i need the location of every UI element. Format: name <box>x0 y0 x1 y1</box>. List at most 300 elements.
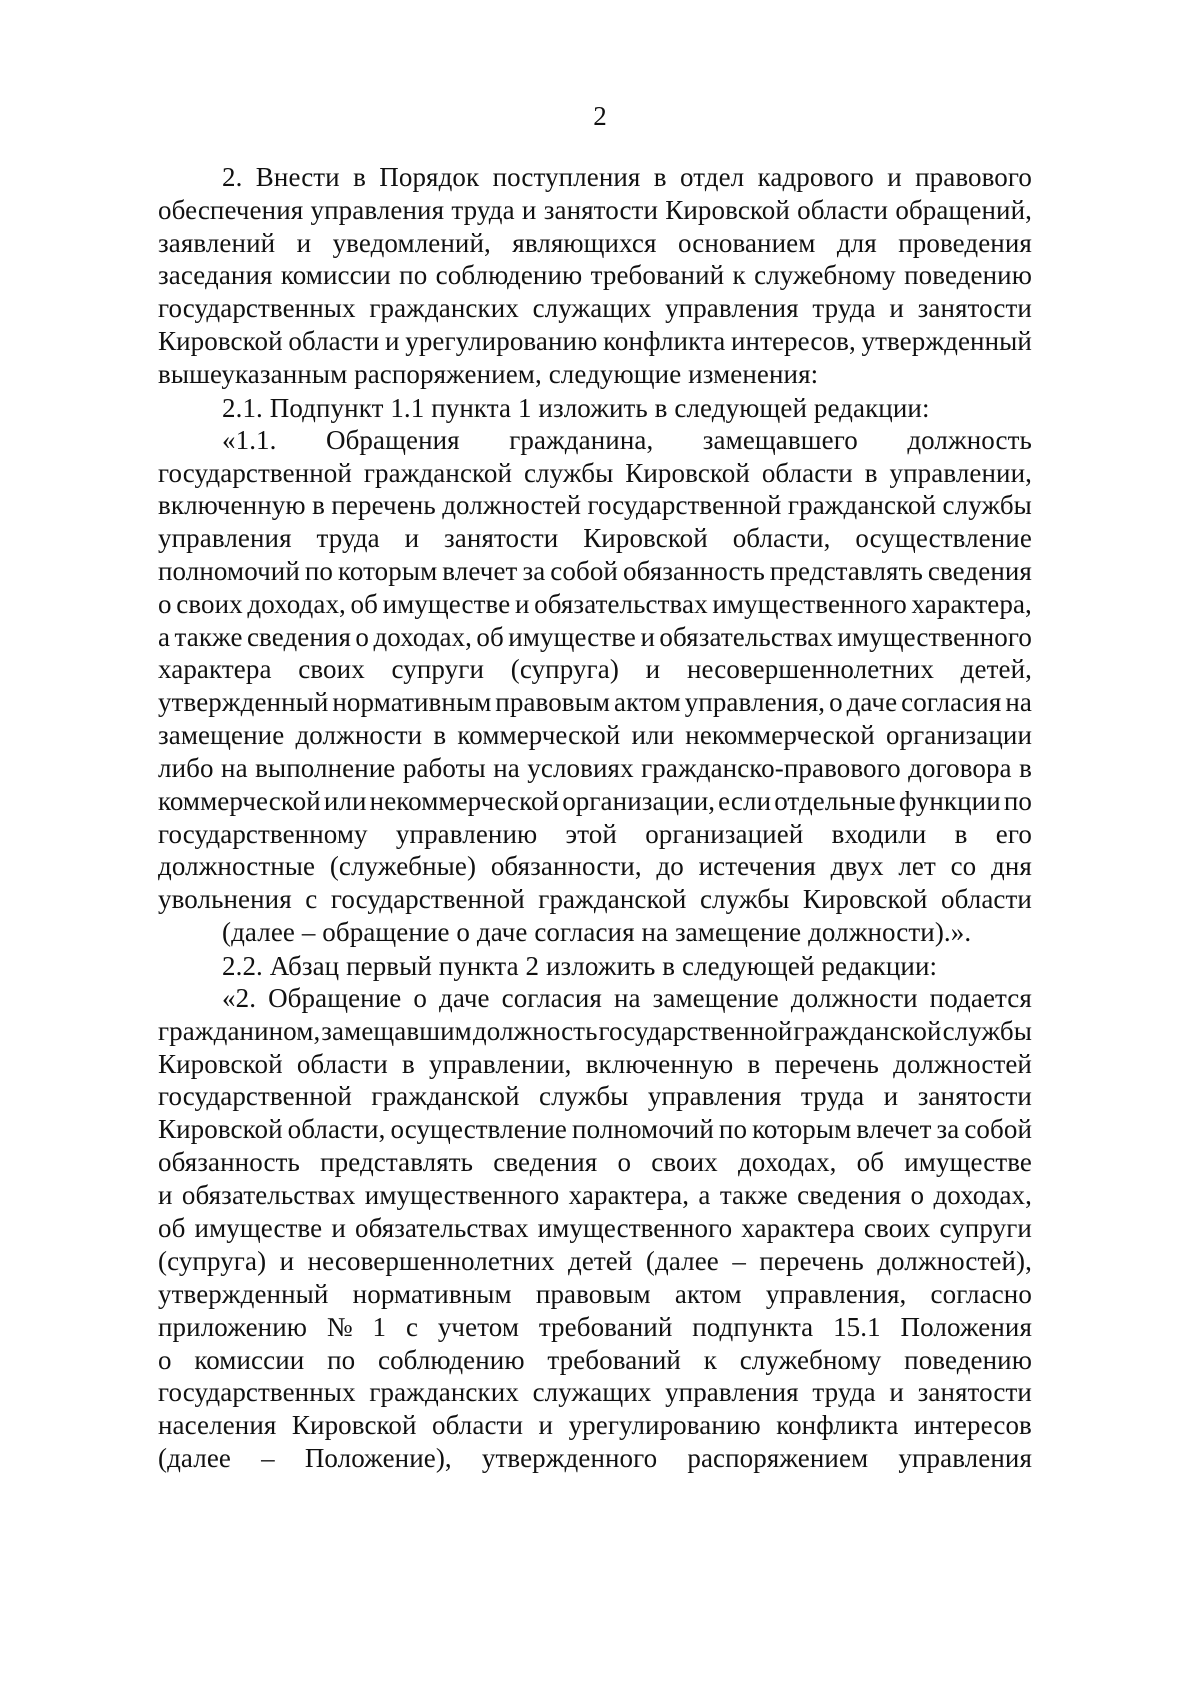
word: правового <box>915 162 1032 192</box>
word: и <box>404 523 420 553</box>
word: об <box>856 1147 885 1177</box>
word: о <box>617 1147 632 1177</box>
word: имущественного <box>837 622 1032 652</box>
text-line <box>158 1178 1032 1212</box>
word: в <box>747 1049 761 1079</box>
word: согласно <box>930 1279 1032 1309</box>
word: а <box>158 622 171 652</box>
word: должность <box>472 1016 598 1046</box>
word: перечень <box>774 1049 879 1079</box>
word: Внести <box>255 162 340 192</box>
word: управления <box>898 1443 1032 1473</box>
word: организации, <box>562 786 716 816</box>
word: гражданином, <box>158 1016 321 1046</box>
word: по <box>718 1114 748 1144</box>
word: и <box>889 1377 904 1407</box>
word: труда <box>812 293 876 323</box>
text-line <box>158 718 1032 752</box>
word: проведения <box>898 228 1032 258</box>
text-line: 2.2. Абзац первый пункта 2 изложить в следующей редакции: <box>222 951 938 981</box>
word: утвержденного <box>481 1443 658 1473</box>
word: своих <box>651 1147 718 1177</box>
word: о <box>355 622 370 652</box>
word: отдел <box>679 162 745 192</box>
word: гражданина, <box>509 425 654 455</box>
word: организации <box>885 720 1032 750</box>
word: доходах, <box>373 622 472 652</box>
word: коммерческой <box>457 720 621 750</box>
word: 15.1 <box>833 1312 881 1342</box>
word: представлять <box>769 556 923 586</box>
text-line <box>158 193 1032 227</box>
word: управления, <box>765 1279 907 1309</box>
word: в <box>312 490 325 520</box>
word: Положение), <box>304 1443 452 1473</box>
word: за <box>936 1114 960 1144</box>
word: гражданской <box>793 1016 942 1046</box>
word: если <box>718 786 772 816</box>
word: Обращения <box>325 425 460 455</box>
word: коммерческой <box>158 786 321 816</box>
text-line <box>158 226 1032 260</box>
word: конфликта <box>603 326 726 356</box>
word: собой <box>964 1114 1032 1144</box>
word: детей, <box>960 654 1032 684</box>
word: своих <box>176 589 243 619</box>
word: – <box>261 1443 275 1473</box>
word: утвержденный <box>158 687 329 717</box>
word: замещение <box>652 983 779 1013</box>
word: по <box>399 260 428 290</box>
word: области <box>432 1410 524 1440</box>
word: занятости <box>917 293 1032 323</box>
text-line <box>158 258 1032 292</box>
word: о <box>413 983 427 1013</box>
word: и <box>889 293 904 323</box>
word: занятости <box>543 195 659 225</box>
word: 2. <box>222 162 243 192</box>
word: гражданской <box>371 1081 520 1111</box>
word: и <box>514 589 530 619</box>
word: и <box>384 326 400 356</box>
word: или <box>631 720 675 750</box>
word: дня <box>991 851 1032 881</box>
text-line <box>158 620 1032 654</box>
word: замещение <box>158 720 285 750</box>
word: должность <box>907 425 1032 455</box>
word: полномочий <box>158 556 300 586</box>
text-line <box>158 849 1032 883</box>
word: доходах, <box>933 1180 1032 1210</box>
word: конфликта <box>776 1410 899 1440</box>
word: в <box>954 819 968 849</box>
word: заседания <box>158 260 273 290</box>
word: сведения <box>246 622 351 652</box>
word: гражданской <box>787 490 937 520</box>
word: управления <box>310 195 445 225</box>
word: имущественного <box>537 1213 733 1243</box>
word: нормативным <box>352 1279 512 1309</box>
word: интересов <box>913 1410 1032 1440</box>
word: «2. <box>222 983 257 1013</box>
text-line <box>158 882 1032 916</box>
word: обязанность <box>158 1147 300 1177</box>
word: должностей), <box>877 1246 1032 1276</box>
word: 1 <box>372 1312 387 1342</box>
word: отдельные <box>774 786 896 816</box>
word: гражданских <box>369 1377 519 1407</box>
word: комиссии <box>280 260 391 290</box>
word: государственных <box>158 293 356 323</box>
word: об <box>476 622 504 652</box>
word: сведения <box>797 1180 902 1210</box>
word: сведения <box>493 1147 598 1177</box>
word: подается <box>929 983 1032 1013</box>
word: комиссии <box>194 1345 305 1375</box>
word: Положения <box>900 1312 1032 1342</box>
word: и <box>645 654 661 684</box>
word: о <box>158 589 172 619</box>
word: поступления <box>492 162 641 192</box>
text-line <box>158 291 1032 325</box>
word: актом <box>614 687 681 717</box>
word: характера, <box>568 1180 690 1210</box>
word: к <box>732 260 746 290</box>
word: кадрового <box>757 162 874 192</box>
word: перечень <box>759 1246 864 1276</box>
word: – <box>732 1246 746 1276</box>
word: на <box>493 753 520 783</box>
word: подпункта <box>692 1312 814 1342</box>
word: которым <box>752 1114 852 1144</box>
word: и <box>640 622 655 652</box>
word: и <box>887 162 902 192</box>
text-line <box>158 1211 1032 1245</box>
word: доходах, <box>737 1147 837 1177</box>
word: имущественного <box>364 1180 560 1210</box>
word: государственной <box>587 490 782 520</box>
word: входили <box>831 819 927 849</box>
word: службы <box>523 458 614 488</box>
word: по <box>1003 786 1032 816</box>
word: и <box>296 228 312 258</box>
word: выполнение <box>255 753 396 783</box>
text-line <box>158 1014 1032 1048</box>
word: должностей <box>442 490 582 520</box>
word: со <box>950 851 977 881</box>
word: замещавшим <box>321 1016 472 1046</box>
text-line <box>158 521 1032 555</box>
word: Порядок <box>379 162 480 192</box>
word: для <box>836 228 877 258</box>
word: и <box>279 1246 295 1276</box>
word: нормативным <box>332 687 492 717</box>
word: своих <box>298 654 365 684</box>
word: службы <box>539 1081 629 1111</box>
word: Кировской <box>625 458 750 488</box>
word: управления <box>665 293 799 323</box>
text-line <box>158 488 1032 522</box>
word: характера, <box>911 589 1032 619</box>
word: к <box>703 1345 717 1375</box>
word: включенную <box>158 490 306 520</box>
page-number: 2 <box>593 101 607 131</box>
word: характера <box>158 654 272 684</box>
word: требований <box>547 1345 681 1375</box>
word: замещавшего <box>702 425 858 455</box>
word: о <box>158 1345 172 1375</box>
word: работы <box>402 753 486 783</box>
word: Кировской <box>158 1114 283 1144</box>
word: приложению <box>158 1312 308 1342</box>
word: некоммерческой <box>685 720 875 750</box>
word: имуществе <box>508 622 637 652</box>
word: обеспечения <box>158 195 304 225</box>
word: об <box>350 589 378 619</box>
word: собой <box>550 556 618 586</box>
word: с <box>405 1312 419 1342</box>
word: детей <box>567 1246 633 1276</box>
word: труда <box>316 523 380 553</box>
word: доходах, <box>247 589 346 619</box>
word: имущественного <box>712 589 907 619</box>
word: управлении, <box>429 1049 572 1079</box>
word: характера <box>741 1213 855 1243</box>
word: области <box>761 458 853 488</box>
word: до <box>656 851 684 881</box>
text-line <box>158 1244 1032 1278</box>
word: Кировской <box>802 884 928 914</box>
word: правовым <box>495 687 611 717</box>
word: лет <box>898 851 936 881</box>
word: должности <box>790 983 918 1013</box>
word: службы <box>942 490 1032 520</box>
word: этой <box>565 819 617 849</box>
text-line <box>158 1047 1032 1081</box>
word: гражданской <box>363 458 513 488</box>
word: имуществе <box>904 1147 1032 1177</box>
word: осуществление <box>855 523 1032 553</box>
word: несовершеннолетних <box>686 654 934 684</box>
word: включенную <box>585 1049 734 1079</box>
word: управления <box>665 1377 799 1407</box>
word: основанием <box>677 228 816 258</box>
word: его <box>995 819 1032 849</box>
word: управлении, <box>889 458 1032 488</box>
word: и <box>158 1180 173 1210</box>
text-line <box>158 1441 1032 1475</box>
word: государственному <box>158 819 368 849</box>
word: гражданско-правового <box>641 753 901 783</box>
text-line <box>158 652 1032 686</box>
word: обращений, <box>895 195 1032 225</box>
text-line: вышеуказанным распоряжением, следующие изменения: <box>158 359 819 389</box>
word: также <box>174 622 243 652</box>
word: поведению <box>904 260 1032 290</box>
word: области, <box>287 1114 386 1144</box>
word: и <box>331 1213 346 1243</box>
word: влечет <box>442 556 518 586</box>
word: обязанность <box>622 556 765 586</box>
word: Кировской <box>665 195 790 225</box>
word: служащих <box>532 293 652 323</box>
word: некоммерческой <box>369 786 560 816</box>
text-line <box>158 817 1032 851</box>
word: Кировской <box>158 1049 283 1079</box>
word: занятости <box>917 1081 1032 1111</box>
word: в <box>653 162 667 192</box>
word: учетом <box>437 1312 520 1342</box>
text-line <box>222 981 1032 1015</box>
word: должностные <box>158 851 316 881</box>
word: должностей <box>893 1049 1032 1079</box>
word: области <box>940 884 1032 914</box>
word: обязательствах <box>181 1180 356 1210</box>
word: службы <box>942 1016 1032 1046</box>
text-line <box>222 160 1032 194</box>
word: интересов, <box>730 326 856 356</box>
word: (супруга) <box>510 654 619 684</box>
word: согласия <box>901 687 1002 717</box>
text-line <box>158 456 1032 490</box>
word: труда <box>812 1377 876 1407</box>
text-line <box>158 784 1032 818</box>
word: в <box>1019 753 1032 783</box>
word: и <box>538 1410 554 1440</box>
text-line: 2.1. Подпункт 1.1 пункта 1 изложить в следующей редакции: <box>222 393 930 423</box>
text-line <box>158 554 1032 588</box>
word: в <box>353 162 366 192</box>
word: являющихся <box>512 228 657 258</box>
word: функции <box>898 786 1001 816</box>
word: служебному <box>754 260 896 290</box>
word: влечет <box>856 1114 932 1144</box>
text-line: (далее – обращение о даче согласия на замещение должности).». <box>222 917 972 947</box>
word: за <box>522 556 546 586</box>
word: управлению <box>395 819 538 849</box>
word: требований <box>590 260 725 290</box>
word: даче <box>846 687 898 717</box>
text-line <box>158 1079 1032 1113</box>
text-line <box>158 1145 1032 1179</box>
word: несовершеннолетних <box>307 1246 555 1276</box>
text-line <box>158 685 1032 719</box>
word: служебному <box>739 1345 882 1375</box>
text-line <box>222 423 1032 457</box>
word: Кировской <box>158 326 283 356</box>
word: перечень <box>331 490 436 520</box>
word: увольнения <box>158 884 292 914</box>
word: обязательствах <box>534 589 708 619</box>
word: на <box>1005 687 1032 717</box>
word: области <box>296 1049 388 1079</box>
word: супруги <box>939 1213 1032 1243</box>
word: распоряжением <box>687 1443 869 1473</box>
word: либо <box>158 753 214 783</box>
text-line <box>158 1112 1032 1146</box>
word: супруги <box>391 654 484 684</box>
word: обязательствах <box>659 622 833 652</box>
word: (служебные) <box>329 851 477 881</box>
word: которым <box>338 556 438 586</box>
word: соблюдению <box>378 1345 525 1375</box>
word: обязательствах <box>354 1213 529 1243</box>
word: занятости <box>917 1377 1032 1407</box>
word: государственной <box>158 458 352 488</box>
word: должности <box>295 720 423 750</box>
word: полномочий <box>572 1114 714 1144</box>
word: (супруга) <box>158 1246 267 1276</box>
word: государственных <box>158 1377 356 1407</box>
word: осуществление <box>390 1114 568 1144</box>
word: требований <box>538 1312 673 1342</box>
word: области <box>288 326 380 356</box>
word: правовым <box>535 1279 651 1309</box>
text-line <box>158 587 1032 621</box>
word: труда <box>451 195 515 225</box>
word: также <box>719 1180 788 1210</box>
word: области <box>797 195 889 225</box>
word: в <box>864 458 878 488</box>
word: представлять <box>320 1147 474 1177</box>
word: Кировской <box>583 523 708 553</box>
word: с <box>305 884 318 914</box>
text-line <box>158 1277 1032 1311</box>
word: области, <box>732 523 831 553</box>
text-line <box>158 751 1032 785</box>
word: урегулированию <box>405 326 598 356</box>
text-line <box>158 1310 1032 1344</box>
word: утвержденный <box>861 326 1032 356</box>
word: службы <box>699 884 790 914</box>
word: (далее <box>158 1443 231 1473</box>
word: организацией <box>645 819 804 849</box>
word: Кировской <box>291 1410 417 1440</box>
word: договора <box>908 753 1012 783</box>
word: управления, <box>684 687 826 717</box>
word: уведомлений, <box>332 228 491 258</box>
word: на <box>613 983 641 1013</box>
word: управления <box>647 1081 782 1111</box>
text-line <box>158 1408 1032 1442</box>
word: государственной <box>330 884 525 914</box>
word: на <box>221 753 248 783</box>
word: или <box>323 786 367 816</box>
word: соблюдению <box>435 260 583 290</box>
text-line <box>158 324 1032 358</box>
word: в <box>401 1049 415 1079</box>
word: о <box>829 687 843 717</box>
text-line <box>158 1375 1032 1409</box>
text-line <box>158 1343 1032 1377</box>
word: (далее <box>645 1246 719 1276</box>
word: даче <box>439 983 490 1013</box>
word: занятости <box>444 523 559 553</box>
word: обязанности, <box>490 851 642 881</box>
word: урегулированию <box>568 1410 761 1440</box>
word: а <box>698 1180 711 1210</box>
word: своих <box>863 1213 931 1243</box>
word: государственной <box>598 1016 793 1046</box>
word: труда <box>800 1081 865 1111</box>
word: об <box>158 1213 186 1243</box>
word: двух <box>830 851 884 881</box>
word: и <box>883 1081 899 1111</box>
word: заявлений <box>158 228 276 258</box>
word: управления <box>158 523 292 553</box>
word: в <box>433 720 447 750</box>
word: населения <box>158 1410 277 1440</box>
